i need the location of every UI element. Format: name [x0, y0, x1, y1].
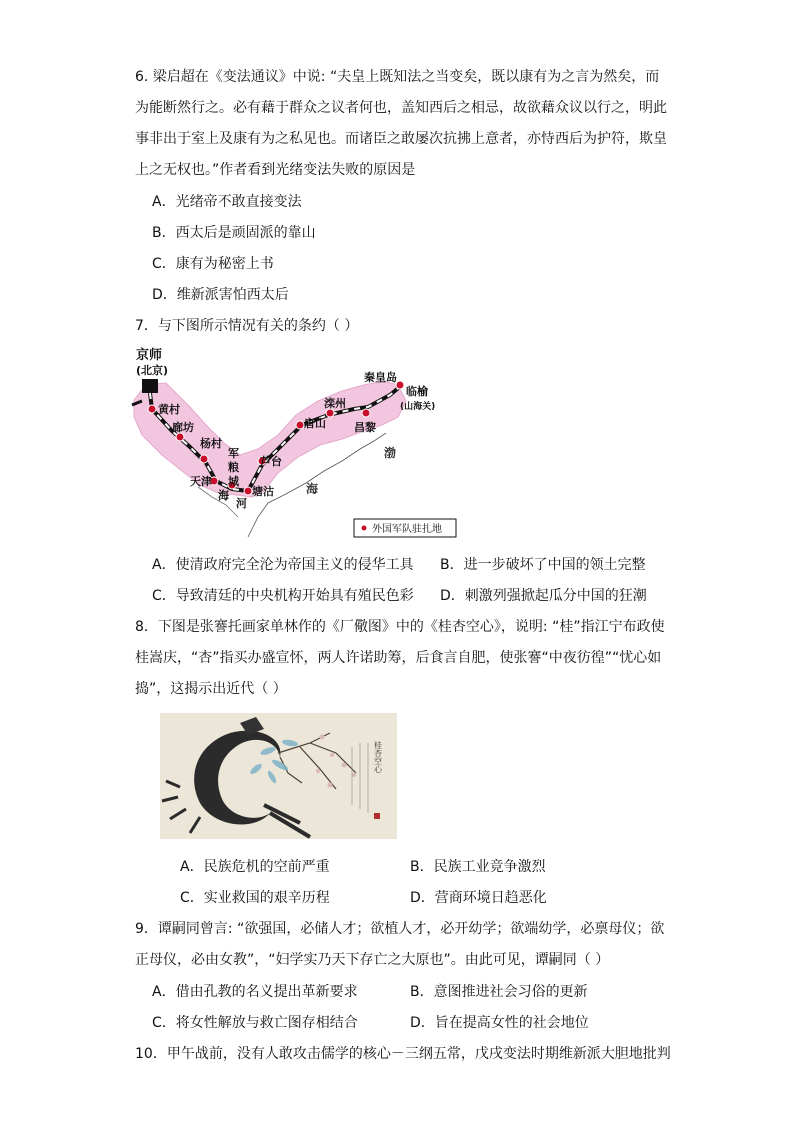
railway-map [128, 345, 468, 541]
q6-option-b[interactable]: B．西太后是顽固派的靠山 [152, 225, 316, 241]
q7-stem: 7．与下图所示情况有关的条约（ ） [135, 318, 359, 334]
q6-stem-line-2: 为能断然行之。必有藉于群众之议者何也，盖知西后之相忌，故欲藉众议以行之，明此 [135, 100, 667, 116]
q6-option-c[interactable]: C．康有为秘密上书 [152, 256, 274, 272]
station-changli [362, 409, 370, 417]
q9-option-a[interactable]: A．借由孔教的名义提出革新要求 [152, 984, 358, 1000]
station-yangcun [200, 455, 208, 463]
q7-option-d[interactable]: D．刺激列强掀起瓜分中国的狂潮 [440, 588, 647, 604]
q9-option-d[interactable]: D．旨在提高女性的社会地位 [410, 1015, 589, 1031]
q6-option-a[interactable]: A．光绪帝不敢直接变法 [152, 194, 302, 210]
q7-option-c[interactable]: C．导致清廷的中央机构开始具有殖民色彩 [152, 588, 414, 604]
q7-option-a[interactable]: A．使清政府完全沦为帝国主义的侵华工具 [152, 557, 414, 573]
station-tangshan [296, 421, 304, 429]
map-label-langfang: 廊坊 [172, 421, 194, 434]
station-huangcun [148, 405, 156, 413]
station-tanggu [244, 487, 252, 495]
q8-option-b[interactable]: B．民族工业竞争激烈 [410, 859, 546, 875]
q8-option-c[interactable]: C．实业救国的艰辛历程 [180, 890, 330, 906]
q9-option-b[interactable]: B．意图推进社会习俗的更新 [410, 984, 588, 1000]
occupied-region [134, 381, 406, 497]
q7-option-b[interactable]: B．进一步破坏了中国的领土完整 [440, 557, 646, 573]
map-label-sea: 海 [306, 482, 319, 496]
q6-stem-line-3: 事非出于室上及康有为之私见也。而诸臣之敢屡次抗拂上意者，亦恃西后为护符，欺皇 [135, 131, 667, 147]
map-label-jun: 军 [228, 447, 239, 460]
map-label-tianjin: 天津 [190, 475, 212, 488]
station-langfang [176, 433, 184, 441]
q9-option-c[interactable]: C．将女性解放与救亡图存相结合 [152, 1015, 358, 1031]
map-label-hai: 海 [218, 489, 229, 502]
map-label-cheng: 城 [228, 475, 239, 488]
q9-stem-line-1: 9．谭嗣同曾言: “欲强国，必储人才；欲植人才，必开幼学；欲端幼学，必禀母仪；欲 [135, 921, 665, 937]
painting-guixing-kongxin [160, 713, 397, 839]
q9-stem-line-2: 正母仪，必由女教”，“妇学实乃天下存亡之大原也”。由此可见，谭嗣同（ ） [135, 952, 610, 968]
map-label-beijing: (北京) [136, 364, 169, 377]
legend-dot-icon [362, 526, 367, 531]
painting-inscription: 桂杏空心 [373, 741, 383, 773]
q8-stem-line-2: 桂嵩庆，“杏”指买办盛宣怀，两人许诺助筹，后食言自肥，使张謇“中夜彷徨”“忧心如 [135, 650, 662, 666]
station-qinhuangdao [396, 381, 404, 389]
beijing-marker [142, 379, 158, 393]
map-label-bo: 渤 [384, 446, 397, 460]
map-label-linyu: 临榆 [406, 385, 428, 398]
q8-option-d[interactable]: D．营商环境日趋恶化 [410, 890, 547, 906]
map-label-tanggu: 塘沽 [252, 485, 274, 498]
q6-option-d[interactable]: D．维新派害怕西太后 [152, 287, 289, 303]
station-luanzhou [326, 409, 334, 417]
map-label-jingshi: 京师 [136, 348, 163, 363]
map-label-shanhaiguan: (山海关) [400, 402, 436, 412]
q6-stem-line-1: 6. 梁启超在《变法通议》中说: “夫皇上既知法之当变矣，既以康有为之言为然矣，而 [135, 69, 660, 85]
map-legend-label: 外国军队驻扎地 [372, 524, 442, 535]
map-label-changli: 昌黎 [354, 421, 376, 434]
map-label-qinhuangdao: 秦皇岛 [364, 371, 397, 384]
q10-stem-line-1: 10．甲午战前，没有人敢攻击儒学的核心－三纲五常，戊戌变法时期维新派大胆地批判 [135, 1046, 671, 1062]
map-label-luanzhou: 滦州 [324, 397, 346, 410]
map-label-lutai: 芦台 [260, 455, 282, 468]
map-label-huangcun: 黄村 [158, 403, 180, 416]
q8-stem-line-3: 捣”，这揭示出近代（ ） [135, 681, 287, 697]
q8-option-a[interactable]: A．民族危机的空前严重 [180, 859, 330, 875]
map-label-liang: 粮 [228, 461, 239, 474]
map-label-tangshan: 唐山 [304, 417, 326, 430]
map-label-he: 河 [236, 497, 247, 510]
map-label-yangcun: 杨村 [200, 437, 222, 450]
q6-stem-line-4: 上之无权也。”作者看到光绪变法失败的原因是 [135, 162, 416, 178]
q8-stem-line-1: 8．下图是张謇托画家单林作的《厂儆图》中的《桂杏空心》，说明: “桂”指江宁布政使 [135, 619, 665, 635]
